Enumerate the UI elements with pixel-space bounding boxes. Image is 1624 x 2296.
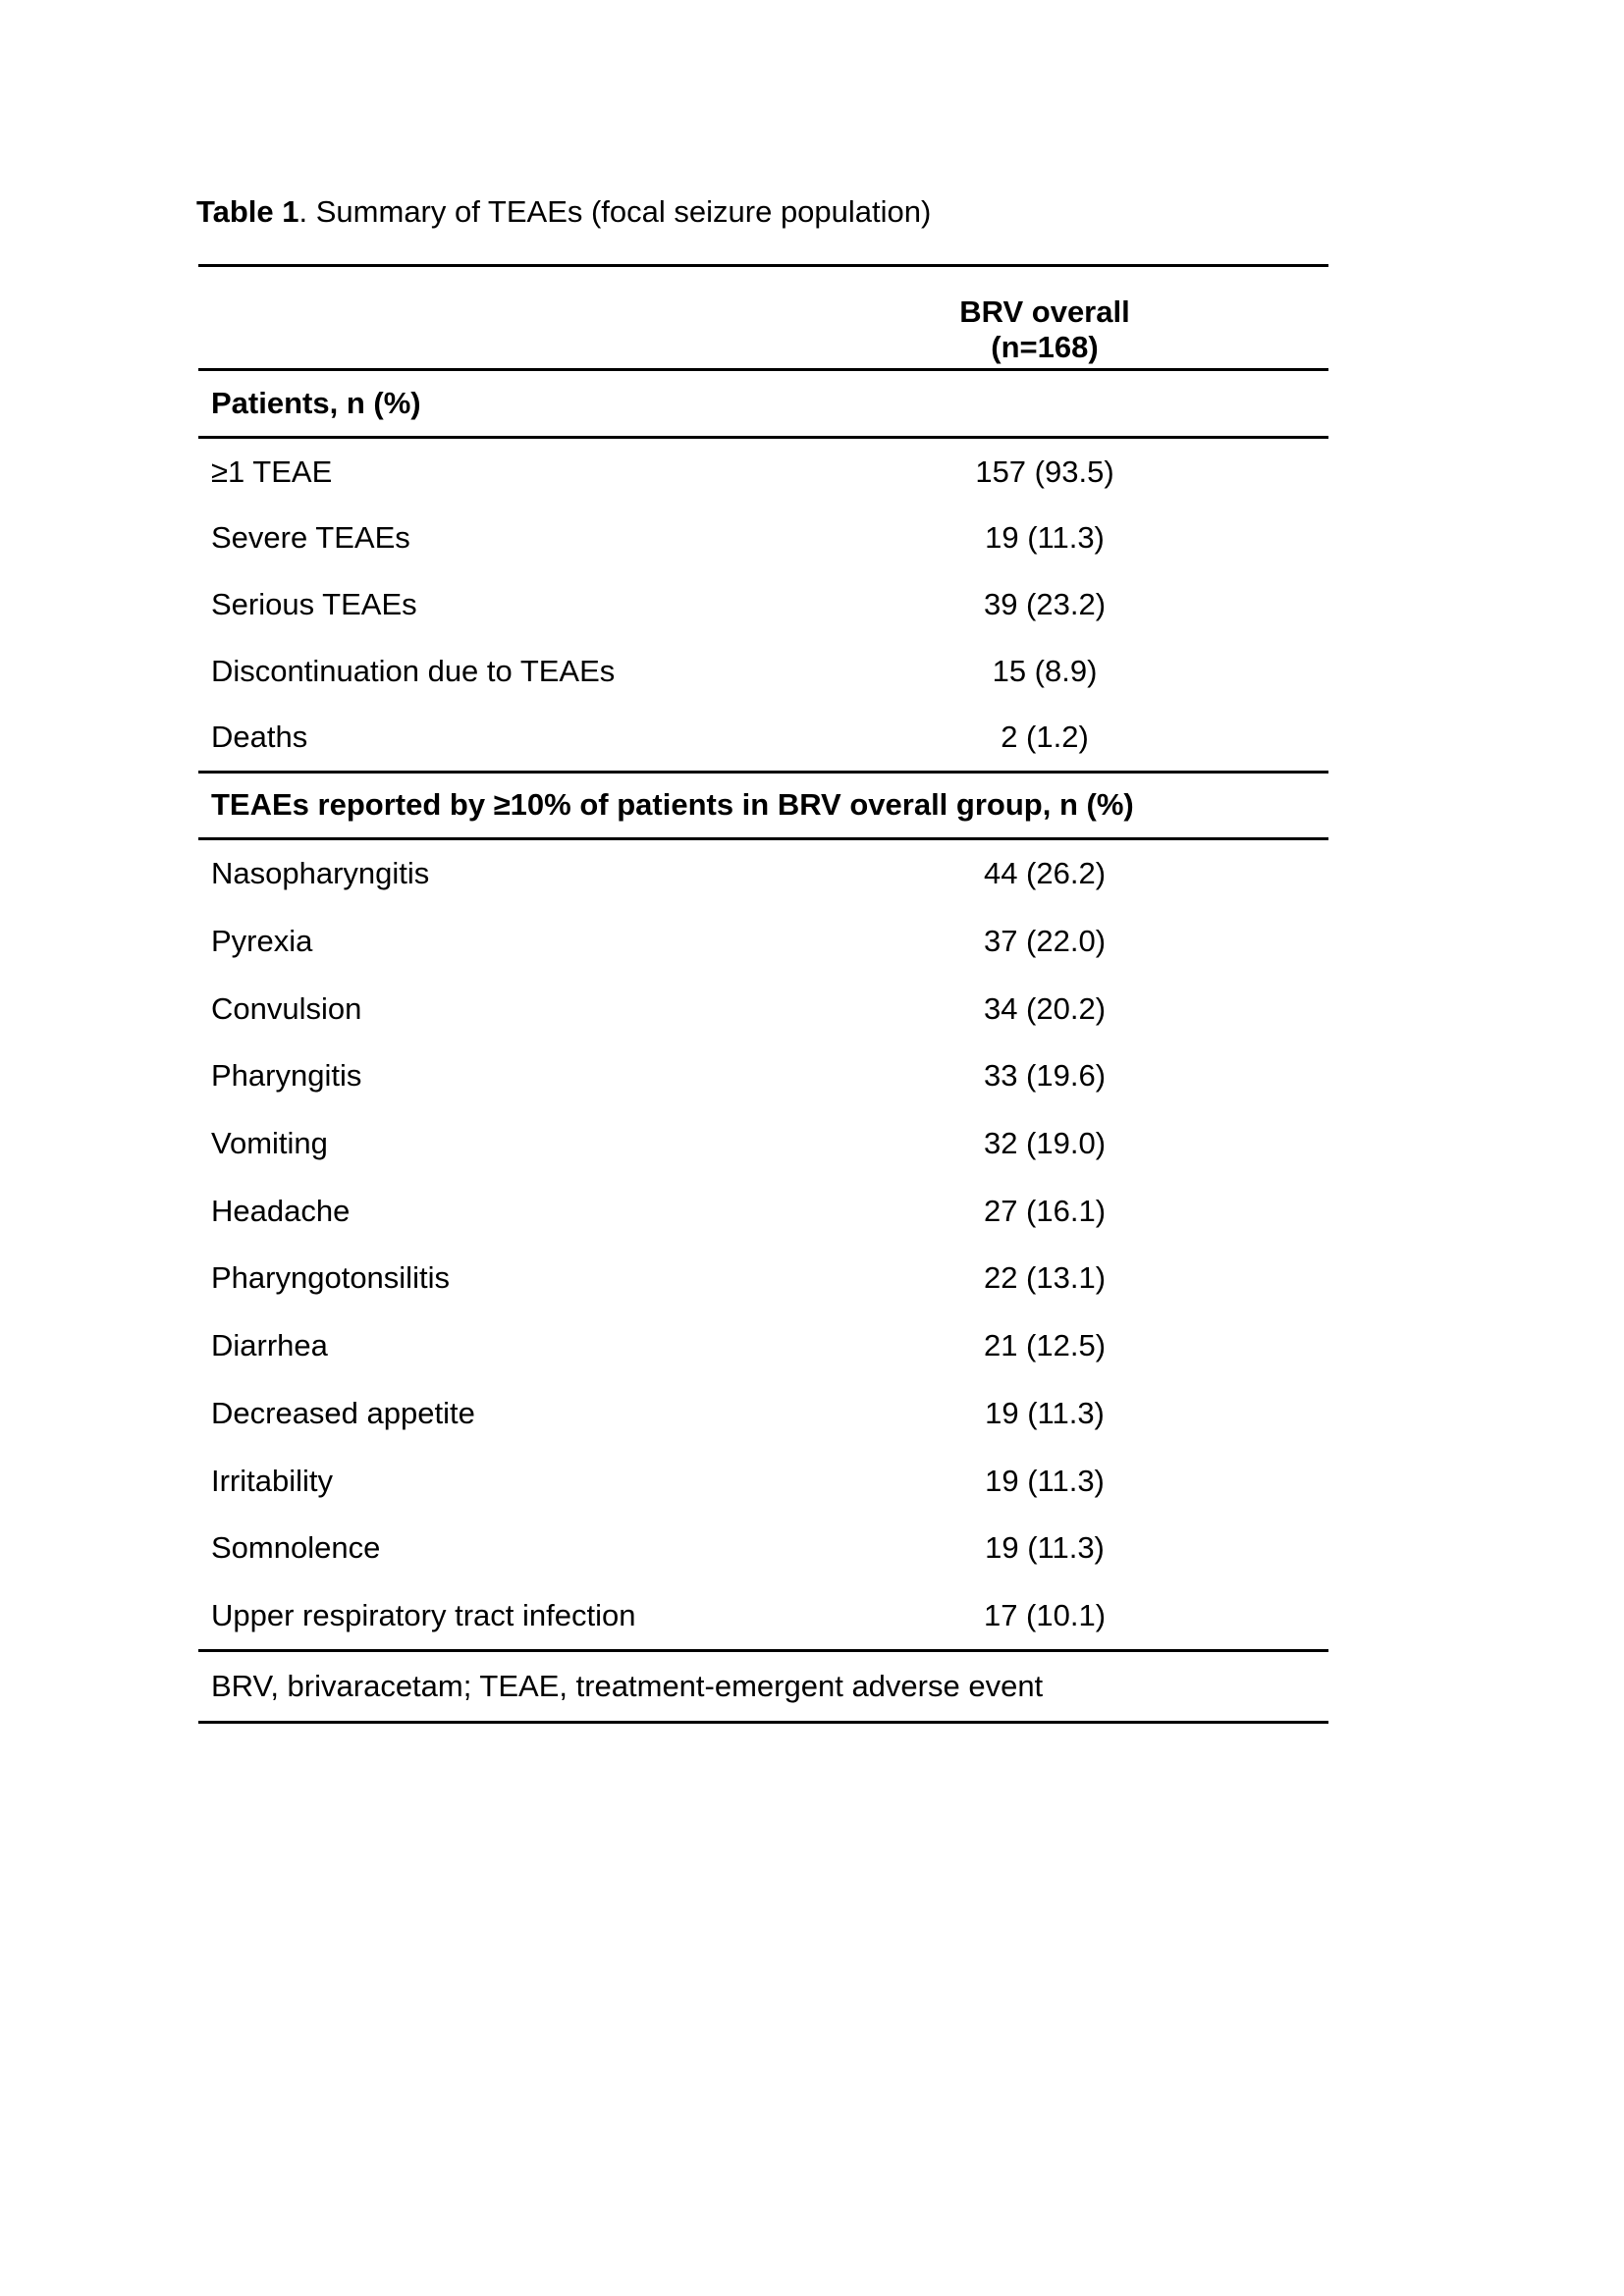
table-row bbox=[198, 1110, 1328, 1178]
row-value: 33 (19.6) bbox=[983, 1058, 1107, 1094]
teae-rows bbox=[198, 840, 1328, 1649]
table-row bbox=[198, 439, 1328, 506]
table-footnote: BRV, brivaracetam; TEAE, treatment-emergent adverse event bbox=[211, 1669, 1044, 1704]
table-row bbox=[198, 908, 1328, 976]
row-label: Serious TEAEs bbox=[211, 586, 417, 621]
row-label: Pharyngotonsilitis bbox=[211, 1260, 450, 1296]
table-title bbox=[196, 193, 931, 230]
row-value: 21 (12.5) bbox=[983, 1328, 1107, 1363]
row-value: 27 (16.1) bbox=[983, 1193, 1107, 1228]
column-header-line1: BRV overall bbox=[959, 294, 1130, 329]
row-value: 32 (19.0) bbox=[983, 1126, 1107, 1161]
column-header-line2: (n=168) bbox=[991, 330, 1099, 364]
row-value: 34 (20.2) bbox=[983, 990, 1107, 1026]
table-row bbox=[198, 975, 1328, 1042]
row-value: 19 (11.3) bbox=[985, 1530, 1105, 1566]
row-label: Deaths bbox=[211, 720, 308, 755]
table-row bbox=[198, 1245, 1328, 1312]
teae-summary-table bbox=[198, 264, 1328, 1724]
column-header-brv-overall bbox=[897, 294, 1192, 368]
table-row bbox=[198, 1582, 1328, 1650]
table-row bbox=[198, 1515, 1328, 1582]
table-row bbox=[198, 638, 1328, 705]
table-row bbox=[198, 1042, 1328, 1110]
table-title-number: Table 1 bbox=[196, 194, 299, 229]
table-row bbox=[198, 704, 1328, 771]
row-value: 19 (11.3) bbox=[985, 1463, 1105, 1498]
table-row bbox=[198, 840, 1328, 908]
section-header-patients: Patients, n (%) bbox=[211, 386, 421, 420]
row-value: 19 (11.3) bbox=[985, 520, 1105, 556]
row-value: 44 (26.2) bbox=[983, 856, 1107, 891]
table-row bbox=[198, 1177, 1328, 1245]
row-label: Decreased appetite bbox=[211, 1395, 475, 1430]
column-header-row bbox=[198, 267, 1328, 368]
row-label: Diarrhea bbox=[211, 1328, 328, 1363]
row-label: Nasopharyngitis bbox=[211, 856, 430, 891]
row-label: ≥1 TEAE bbox=[211, 454, 333, 489]
row-label: Severe TEAEs bbox=[211, 520, 410, 556]
row-label: Discontinuation due to TEAEs bbox=[211, 653, 616, 688]
row-label: Upper respiratory tract infection bbox=[211, 1597, 636, 1632]
table-title-text: . Summary of TEAEs (focal seizure population) bbox=[298, 194, 932, 229]
section-header-teaes-10pct: TEAEs reported by ≥10% of patients in BRV overall group, n (%) bbox=[211, 787, 1134, 823]
row-label: Irritability bbox=[211, 1463, 334, 1498]
table-row bbox=[198, 506, 1328, 572]
table-row bbox=[198, 1312, 1328, 1380]
row-label: Convulsion bbox=[211, 990, 362, 1026]
row-value: 157 (93.5) bbox=[975, 454, 1114, 489]
row-label: Pharyngitis bbox=[211, 1058, 362, 1094]
row-value: 15 (8.9) bbox=[992, 653, 1098, 688]
row-label: Headache bbox=[211, 1193, 351, 1228]
table-row bbox=[198, 571, 1328, 638]
row-value: 2 (1.2) bbox=[1001, 720, 1089, 755]
patients-rows bbox=[198, 439, 1328, 771]
row-value: 22 (13.1) bbox=[983, 1260, 1107, 1296]
row-label: Vomiting bbox=[211, 1126, 328, 1161]
table-row bbox=[198, 1379, 1328, 1447]
row-value: 39 (23.2) bbox=[983, 586, 1107, 621]
row-value: 37 (22.0) bbox=[983, 924, 1107, 958]
table-rule-bottom bbox=[198, 1721, 1328, 1724]
row-value: 19 (11.3) bbox=[985, 1395, 1105, 1430]
row-value: 17 (10.1) bbox=[983, 1597, 1107, 1632]
row-label: Pyrexia bbox=[211, 924, 313, 958]
row-label: Somnolence bbox=[211, 1530, 381, 1566]
table-row bbox=[198, 1447, 1328, 1515]
